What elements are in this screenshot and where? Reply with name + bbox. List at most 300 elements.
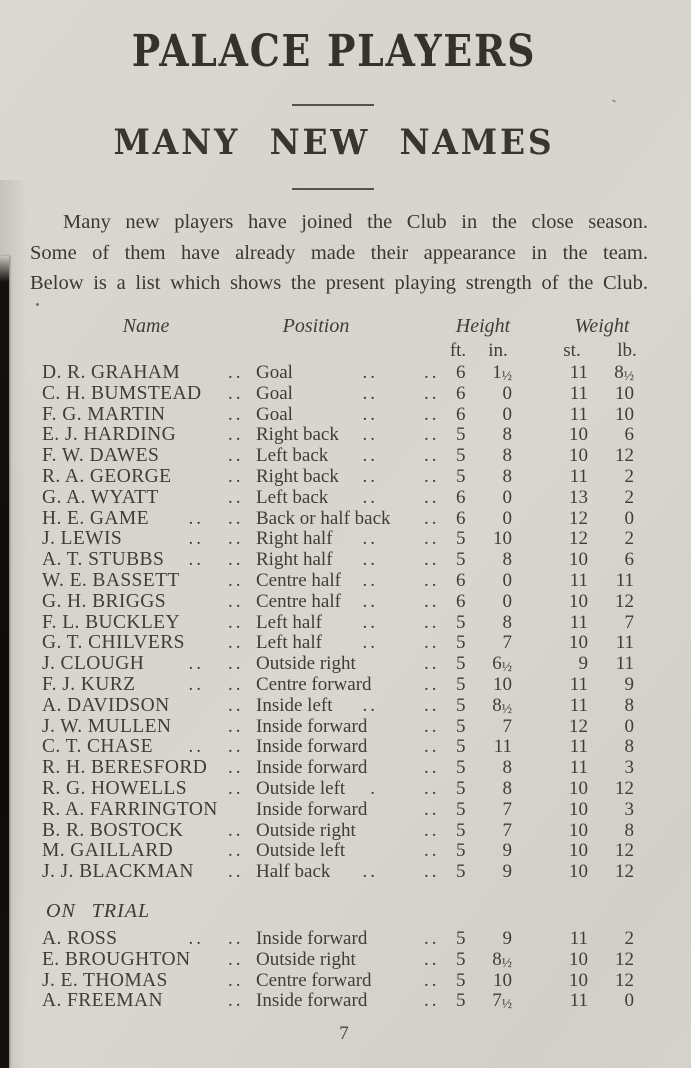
weight-lb-value: 6 <box>624 549 634 571</box>
leader-dots: .. <box>362 403 378 425</box>
weight-st-value: 12 <box>569 507 588 529</box>
table-row <box>42 488 634 509</box>
player-name: J. CLOUGH <box>42 653 145 675</box>
page-number: 7 <box>339 1023 349 1044</box>
player-name: R. G. HOWELLS <box>42 777 187 799</box>
leader-dots: .. <box>362 632 378 654</box>
weight-st-value: 11 <box>569 757 588 779</box>
player-position: Inside forward <box>256 928 368 949</box>
weight-st-value: 11 <box>569 694 588 716</box>
leader-dots: .. <box>424 362 440 383</box>
player-name: B. R. BOSTOCK <box>42 819 184 841</box>
weight-lb-value: 2 <box>624 928 634 949</box>
leader-dots: .. <box>424 694 440 716</box>
height-ft-value: 5 <box>456 861 466 883</box>
height-ft-value: 5 <box>456 736 466 758</box>
height-in-value: 9 <box>502 861 512 883</box>
leader-dots: .. <box>424 840 440 862</box>
height-ft-value: 5 <box>456 528 466 550</box>
table-row <box>42 821 634 842</box>
leader-dots: .. <box>228 757 244 779</box>
leader-dots: .. <box>362 486 378 508</box>
weight-st-value: 10 <box>569 632 588 654</box>
weight-st-value: 11 <box>569 382 588 404</box>
leader-dots: . <box>370 777 378 799</box>
weight-st-value: 10 <box>569 819 588 841</box>
leader-dots: .. <box>424 632 440 654</box>
leader-dots: .. <box>228 569 244 591</box>
leader-dots: .. <box>228 528 244 550</box>
page-title: PALACE PLAYERS <box>131 26 537 77</box>
leader-dots: .. <box>228 928 244 949</box>
leader-dots: .. <box>424 777 440 799</box>
height-in-value: 8½ <box>492 694 512 716</box>
leader-dots: .. <box>228 403 244 425</box>
height-in-value: 9 <box>502 928 512 949</box>
leader-dots: .. <box>228 362 244 383</box>
leader-dots: .. <box>424 928 440 949</box>
height-ft-value: 6 <box>456 362 466 383</box>
player-name: G. T. CHILVERS <box>42 632 185 654</box>
leader-dots: .. <box>228 549 244 571</box>
weight-lb-value: 0 <box>624 990 634 1012</box>
height-ft-value: 5 <box>456 632 466 654</box>
weight-st-value: 11 <box>569 403 588 425</box>
leader-dots: .. <box>228 445 244 467</box>
player-position: Outside right <box>256 948 356 970</box>
weight-lb-value: 11 <box>615 569 634 591</box>
weight-lb-value: 12 <box>615 590 634 612</box>
height-in-value: 8 <box>502 465 512 487</box>
player-position: Inside forward <box>256 798 368 820</box>
height-ft-value: 5 <box>456 653 466 675</box>
player-position: Left half <box>256 611 322 633</box>
player-name: J. W. MULLEN <box>42 715 172 737</box>
leader-dots: .. <box>362 694 378 716</box>
height-in-value: 8 <box>502 445 512 467</box>
leader-dots: .. <box>362 424 378 446</box>
leader-dots: .. <box>188 928 204 949</box>
column-header-height: Height <box>455 315 511 337</box>
height-in-value: 0 <box>502 486 512 508</box>
leader-dots: .. <box>228 611 244 633</box>
height-in-value: 7½ <box>492 990 512 1012</box>
player-name: E. BROUGHTON <box>42 948 191 970</box>
height-ft-value: 5 <box>456 465 466 487</box>
height-ft-value: 5 <box>456 819 466 841</box>
height-in-value: 0 <box>502 569 512 591</box>
leader-dots: .. <box>424 528 440 550</box>
weight-st-value: 11 <box>569 611 588 633</box>
player-name: C. T. CHASE <box>42 736 153 758</box>
leader-dots: .. <box>424 611 440 633</box>
weight-st-value: 10 <box>569 861 588 883</box>
player-position: Goal <box>256 382 293 404</box>
weight-st-value: 12 <box>569 528 588 550</box>
leader-dots: .. <box>424 990 440 1012</box>
table-row <box>42 446 634 467</box>
player-position: Back or half back <box>256 507 391 529</box>
player-position: Right half <box>256 549 333 571</box>
player-position: Centre half <box>256 590 341 612</box>
table-row <box>42 841 634 862</box>
leader-dots: .. <box>228 969 244 991</box>
height-ft-value: 5 <box>456 673 466 695</box>
leader-dots: .. <box>424 590 440 612</box>
height-in-value: 10 <box>493 969 512 991</box>
player-name: D. R. GRAHAM <box>42 362 181 383</box>
player-name: F. G. MARTIN <box>42 403 166 425</box>
unit-label-lb: lb. <box>617 340 637 361</box>
player-position: Inside forward <box>256 757 368 779</box>
intro-line: Many new players have joined the Club in the close season. <box>63 211 648 233</box>
leader-dots: .. <box>424 736 440 758</box>
page-edge-strip <box>0 256 9 1068</box>
leader-dots: .. <box>228 777 244 799</box>
player-name: A. FREEMAN <box>42 990 164 1012</box>
weight-lb-value: 2 <box>624 486 634 508</box>
player-position: Left half <box>256 632 322 654</box>
height-ft-value: 6 <box>456 569 466 591</box>
height-in-value: 8½ <box>492 948 512 970</box>
weight-st-value: 10 <box>569 948 588 970</box>
leader-dots: .. <box>424 653 440 675</box>
leader-dots: .. <box>228 948 244 970</box>
weight-st-value: 11 <box>569 673 588 695</box>
leader-dots: .. <box>362 861 378 883</box>
leader-dots: .. <box>228 632 244 654</box>
column-header-position: Position <box>282 315 350 337</box>
player-name: E. J. HARDING <box>42 424 177 446</box>
table-row <box>42 862 634 883</box>
leader-dots: .. <box>362 569 378 591</box>
weight-st-value: 11 <box>569 736 588 758</box>
player-name: J. LEWIS <box>42 528 123 550</box>
intro-line: Below is a list which shows the present playing strength of the Club. <box>30 272 648 294</box>
height-ft-value: 5 <box>456 694 466 716</box>
player-name: W. E. BASSETT <box>42 569 180 591</box>
player-name: G. A. WYATT <box>42 486 159 508</box>
height-in-value: 7 <box>502 798 512 820</box>
player-position: Centre forward <box>256 969 372 991</box>
table-row <box>42 696 634 717</box>
weight-lb-value: 3 <box>624 757 634 779</box>
leader-dots: .. <box>228 990 244 1012</box>
weight-lb-value: 0 <box>624 507 634 529</box>
leader-dots: .. <box>228 840 244 862</box>
leader-dots: .. <box>424 819 440 841</box>
weight-lb-value: 9 <box>624 673 634 695</box>
height-ft-value: 5 <box>456 549 466 571</box>
on-trial-heading: ON TRIAL <box>46 900 151 922</box>
weight-st-value: 10 <box>569 445 588 467</box>
table-row <box>42 971 634 992</box>
player-position: Outside right <box>256 653 356 675</box>
leader-dots: .. <box>424 715 440 737</box>
height-ft-value: 6 <box>456 403 466 425</box>
height-in-value: 8 <box>502 611 512 633</box>
table-row <box>42 509 634 530</box>
height-in-value: 0 <box>502 507 512 529</box>
player-position: Right back <box>256 465 339 487</box>
weight-lb-value: 2 <box>624 465 634 487</box>
leader-dots: .. <box>424 382 440 404</box>
player-name: A. T. STUBBS <box>42 549 165 571</box>
table-row <box>42 675 634 696</box>
weight-lb-value: 12 <box>615 861 634 883</box>
weight-lb-value: 6 <box>624 424 634 446</box>
table-row <box>42 529 634 550</box>
on-trial-table <box>42 929 634 1012</box>
height-ft-value: 5 <box>456 757 466 779</box>
player-position: Goal <box>256 403 293 425</box>
leader-dots: .. <box>362 549 378 571</box>
player-position: Outside left <box>256 777 346 799</box>
table-row <box>42 384 634 405</box>
height-ft-value: 6 <box>456 507 466 529</box>
height-in-value: 0 <box>502 590 512 612</box>
weight-lb-value: 3 <box>624 798 634 820</box>
weight-st-value: 11 <box>569 465 588 487</box>
player-position: Inside forward <box>256 990 368 1012</box>
player-position: Centre half <box>256 569 341 591</box>
leader-dots: .. <box>228 424 244 446</box>
weight-st-value: 11 <box>569 569 588 591</box>
leader-dots: .. <box>362 611 378 633</box>
player-position: Right back <box>256 424 339 446</box>
table-row <box>42 929 634 950</box>
leader-dots: .. <box>362 528 378 550</box>
weight-st-value: 10 <box>569 549 588 571</box>
leader-dots: .. <box>424 861 440 883</box>
player-name: R. A. GEORGE <box>42 465 172 487</box>
leader-dots: .. <box>362 465 378 487</box>
leader-dots: .. <box>424 798 440 820</box>
weight-lb-value: 10 <box>615 382 634 404</box>
height-ft-value: 5 <box>456 611 466 633</box>
unit-label-ft: ft. <box>449 340 467 361</box>
height-ft-value: 5 <box>456 948 466 970</box>
leader-dots: .. <box>424 549 440 571</box>
weight-lb-value: 8½ <box>614 362 634 383</box>
weight-lb-value: 2 <box>624 528 634 550</box>
weight-st-value: 11 <box>569 362 588 383</box>
height-in-value: 8 <box>502 777 512 799</box>
height-in-value: 0 <box>502 403 512 425</box>
height-ft-value: 5 <box>456 840 466 862</box>
intro-line: Some of them have already made their appearance in the team. <box>30 241 648 264</box>
weight-st-value: 10 <box>569 590 588 612</box>
leader-dots: .. <box>228 673 244 695</box>
table-row <box>42 633 634 654</box>
height-ft-value: 5 <box>456 969 466 991</box>
height-in-value: 6½ <box>492 653 512 675</box>
intro-paragraph <box>30 207 648 299</box>
leader-dots: .. <box>424 673 440 695</box>
weight-st-value: 10 <box>569 798 588 820</box>
player-position: Outside right <box>256 819 356 841</box>
ink-speck <box>36 303 39 306</box>
player-position: Left back <box>256 445 329 467</box>
height-in-value: 10 <box>493 673 512 695</box>
ink-blot <box>538 770 554 802</box>
height-ft-value: 5 <box>456 424 466 446</box>
table-row <box>42 654 634 675</box>
weight-lb-value: 8 <box>624 694 634 716</box>
weight-st-value: 9 <box>578 653 588 675</box>
divider-rule-top <box>292 104 374 106</box>
weight-lb-value: 12 <box>615 445 634 467</box>
leader-dots: .. <box>424 486 440 508</box>
height-ft-value: 6 <box>456 382 466 404</box>
leader-dots: .. <box>362 445 378 467</box>
height-in-value: 7 <box>502 819 512 841</box>
table-row <box>42 425 634 446</box>
column-header-weight: Weight <box>574 315 630 337</box>
player-position: Outside left <box>256 840 346 862</box>
weight-st-value: 12 <box>569 715 588 737</box>
weight-lb-value: 8 <box>624 819 634 841</box>
table-row <box>42 717 634 738</box>
player-name: F. W. DAWES <box>42 445 160 467</box>
table-row <box>42 737 634 758</box>
weight-st-value: 10 <box>569 840 588 862</box>
unit-label-st: st. <box>563 340 581 361</box>
leader-dots: .. <box>228 465 244 487</box>
table-row <box>42 405 634 426</box>
table-row <box>42 613 634 634</box>
player-name: J. E. THOMAS <box>42 969 168 991</box>
player-name: R. A. FARRINGTON <box>42 798 218 820</box>
leader-dots: .. <box>362 362 378 383</box>
weight-lb-value: 12 <box>615 777 634 799</box>
height-in-value: 7 <box>502 715 512 737</box>
leader-dots: .. <box>424 948 440 970</box>
table-row <box>42 800 634 821</box>
player-name: G. H. BRIGGS <box>42 590 166 612</box>
weight-lb-value: 11 <box>615 632 634 654</box>
table-row <box>42 592 634 613</box>
leader-dots: .. <box>424 969 440 991</box>
leader-dots: .. <box>228 590 244 612</box>
weight-st-value: 11 <box>569 928 588 949</box>
player-name: R. H. BERESFORD <box>42 757 208 779</box>
height-ft-value: 5 <box>456 777 466 799</box>
leader-dots: .. <box>424 445 440 467</box>
player-name: A. ROSS <box>42 928 118 949</box>
player-name: F. L. BUCKLEY <box>42 611 180 633</box>
height-ft-value: 5 <box>456 990 466 1012</box>
player-name: H. E. GAME <box>42 507 149 529</box>
leader-dots: .. <box>228 382 244 404</box>
height-ft-value: 6 <box>456 590 466 612</box>
weight-st-value: 13 <box>569 486 588 508</box>
player-position: Inside forward <box>256 715 368 737</box>
height-ft-value: 5 <box>456 798 466 820</box>
weight-lb-value: 11 <box>615 653 634 675</box>
height-in-value: 9 <box>502 840 512 862</box>
table-row <box>42 467 634 488</box>
height-in-value: 8 <box>502 424 512 446</box>
player-position: Inside left <box>256 694 333 716</box>
height-ft-value: 5 <box>456 928 466 949</box>
player-position: Inside forward <box>256 736 368 758</box>
player-position: Half back <box>256 861 331 883</box>
player-name: M. GAILLARD <box>42 840 174 862</box>
leader-dots: .. <box>424 507 440 529</box>
weight-st-value: 10 <box>569 424 588 446</box>
divider-rule-bottom <box>292 188 374 190</box>
weight-lb-value: 8 <box>624 736 634 758</box>
leader-dots: .. <box>424 424 440 446</box>
leader-dots: .. <box>228 715 244 737</box>
leader-dots: .. <box>228 819 244 841</box>
leader-dots: .. <box>424 569 440 591</box>
leader-dots: .. <box>228 507 244 529</box>
leader-dots: .. <box>362 590 378 612</box>
table-row <box>42 950 634 971</box>
leader-dots: .. <box>424 757 440 779</box>
weight-st-value: 11 <box>569 990 588 1012</box>
ink-speck <box>612 99 616 103</box>
leader-dots: .. <box>228 486 244 508</box>
weight-lb-value: 0 <box>624 715 634 737</box>
column-header-name: Name <box>122 315 170 337</box>
height-ft-value: 6 <box>456 486 466 508</box>
leader-dots: .. <box>188 673 204 695</box>
player-position: Right half <box>256 528 333 550</box>
leader-dots: .. <box>188 528 204 550</box>
height-in-value: 7 <box>502 632 512 654</box>
table-row <box>42 991 634 1012</box>
weight-st-value: 10 <box>569 969 588 991</box>
weight-lb-value: 12 <box>615 840 634 862</box>
table-row <box>42 363 634 384</box>
weight-lb-value: 12 <box>615 969 634 991</box>
players-table <box>42 363 634 883</box>
leader-dots: .. <box>188 736 204 758</box>
leader-dots: .. <box>228 653 244 675</box>
weight-lb-value: 12 <box>615 948 634 970</box>
player-name: J. J. BLACKMAN <box>42 861 194 883</box>
player-position: Goal <box>256 362 293 383</box>
leader-dots: .. <box>188 507 204 529</box>
leader-dots: .. <box>228 861 244 883</box>
table-row <box>42 550 634 571</box>
player-position: Centre forward <box>256 673 372 695</box>
height-in-value: 0 <box>502 382 512 404</box>
height-ft-value: 5 <box>456 715 466 737</box>
unit-label-in: in. <box>488 340 508 361</box>
leader-dots: .. <box>228 694 244 716</box>
height-in-value: 11 <box>493 736 512 758</box>
player-name: C. H. BUMSTEAD <box>42 382 202 404</box>
height-in-value: 1½ <box>492 362 512 383</box>
height-ft-value: 5 <box>456 445 466 467</box>
player-position: Left back <box>256 486 329 508</box>
height-in-value: 8 <box>502 757 512 779</box>
leader-dots: .. <box>228 736 244 758</box>
leader-dots: .. <box>424 465 440 487</box>
height-in-value: 8 <box>502 549 512 571</box>
leader-dots: .. <box>188 549 204 571</box>
leader-dots: .. <box>362 382 378 404</box>
player-name: F. J. KURZ <box>42 673 136 695</box>
weight-lb-value: 10 <box>615 403 634 425</box>
leader-dots: .. <box>188 653 204 675</box>
height-in-value: 10 <box>493 528 512 550</box>
leader-dots: .. <box>424 403 440 425</box>
